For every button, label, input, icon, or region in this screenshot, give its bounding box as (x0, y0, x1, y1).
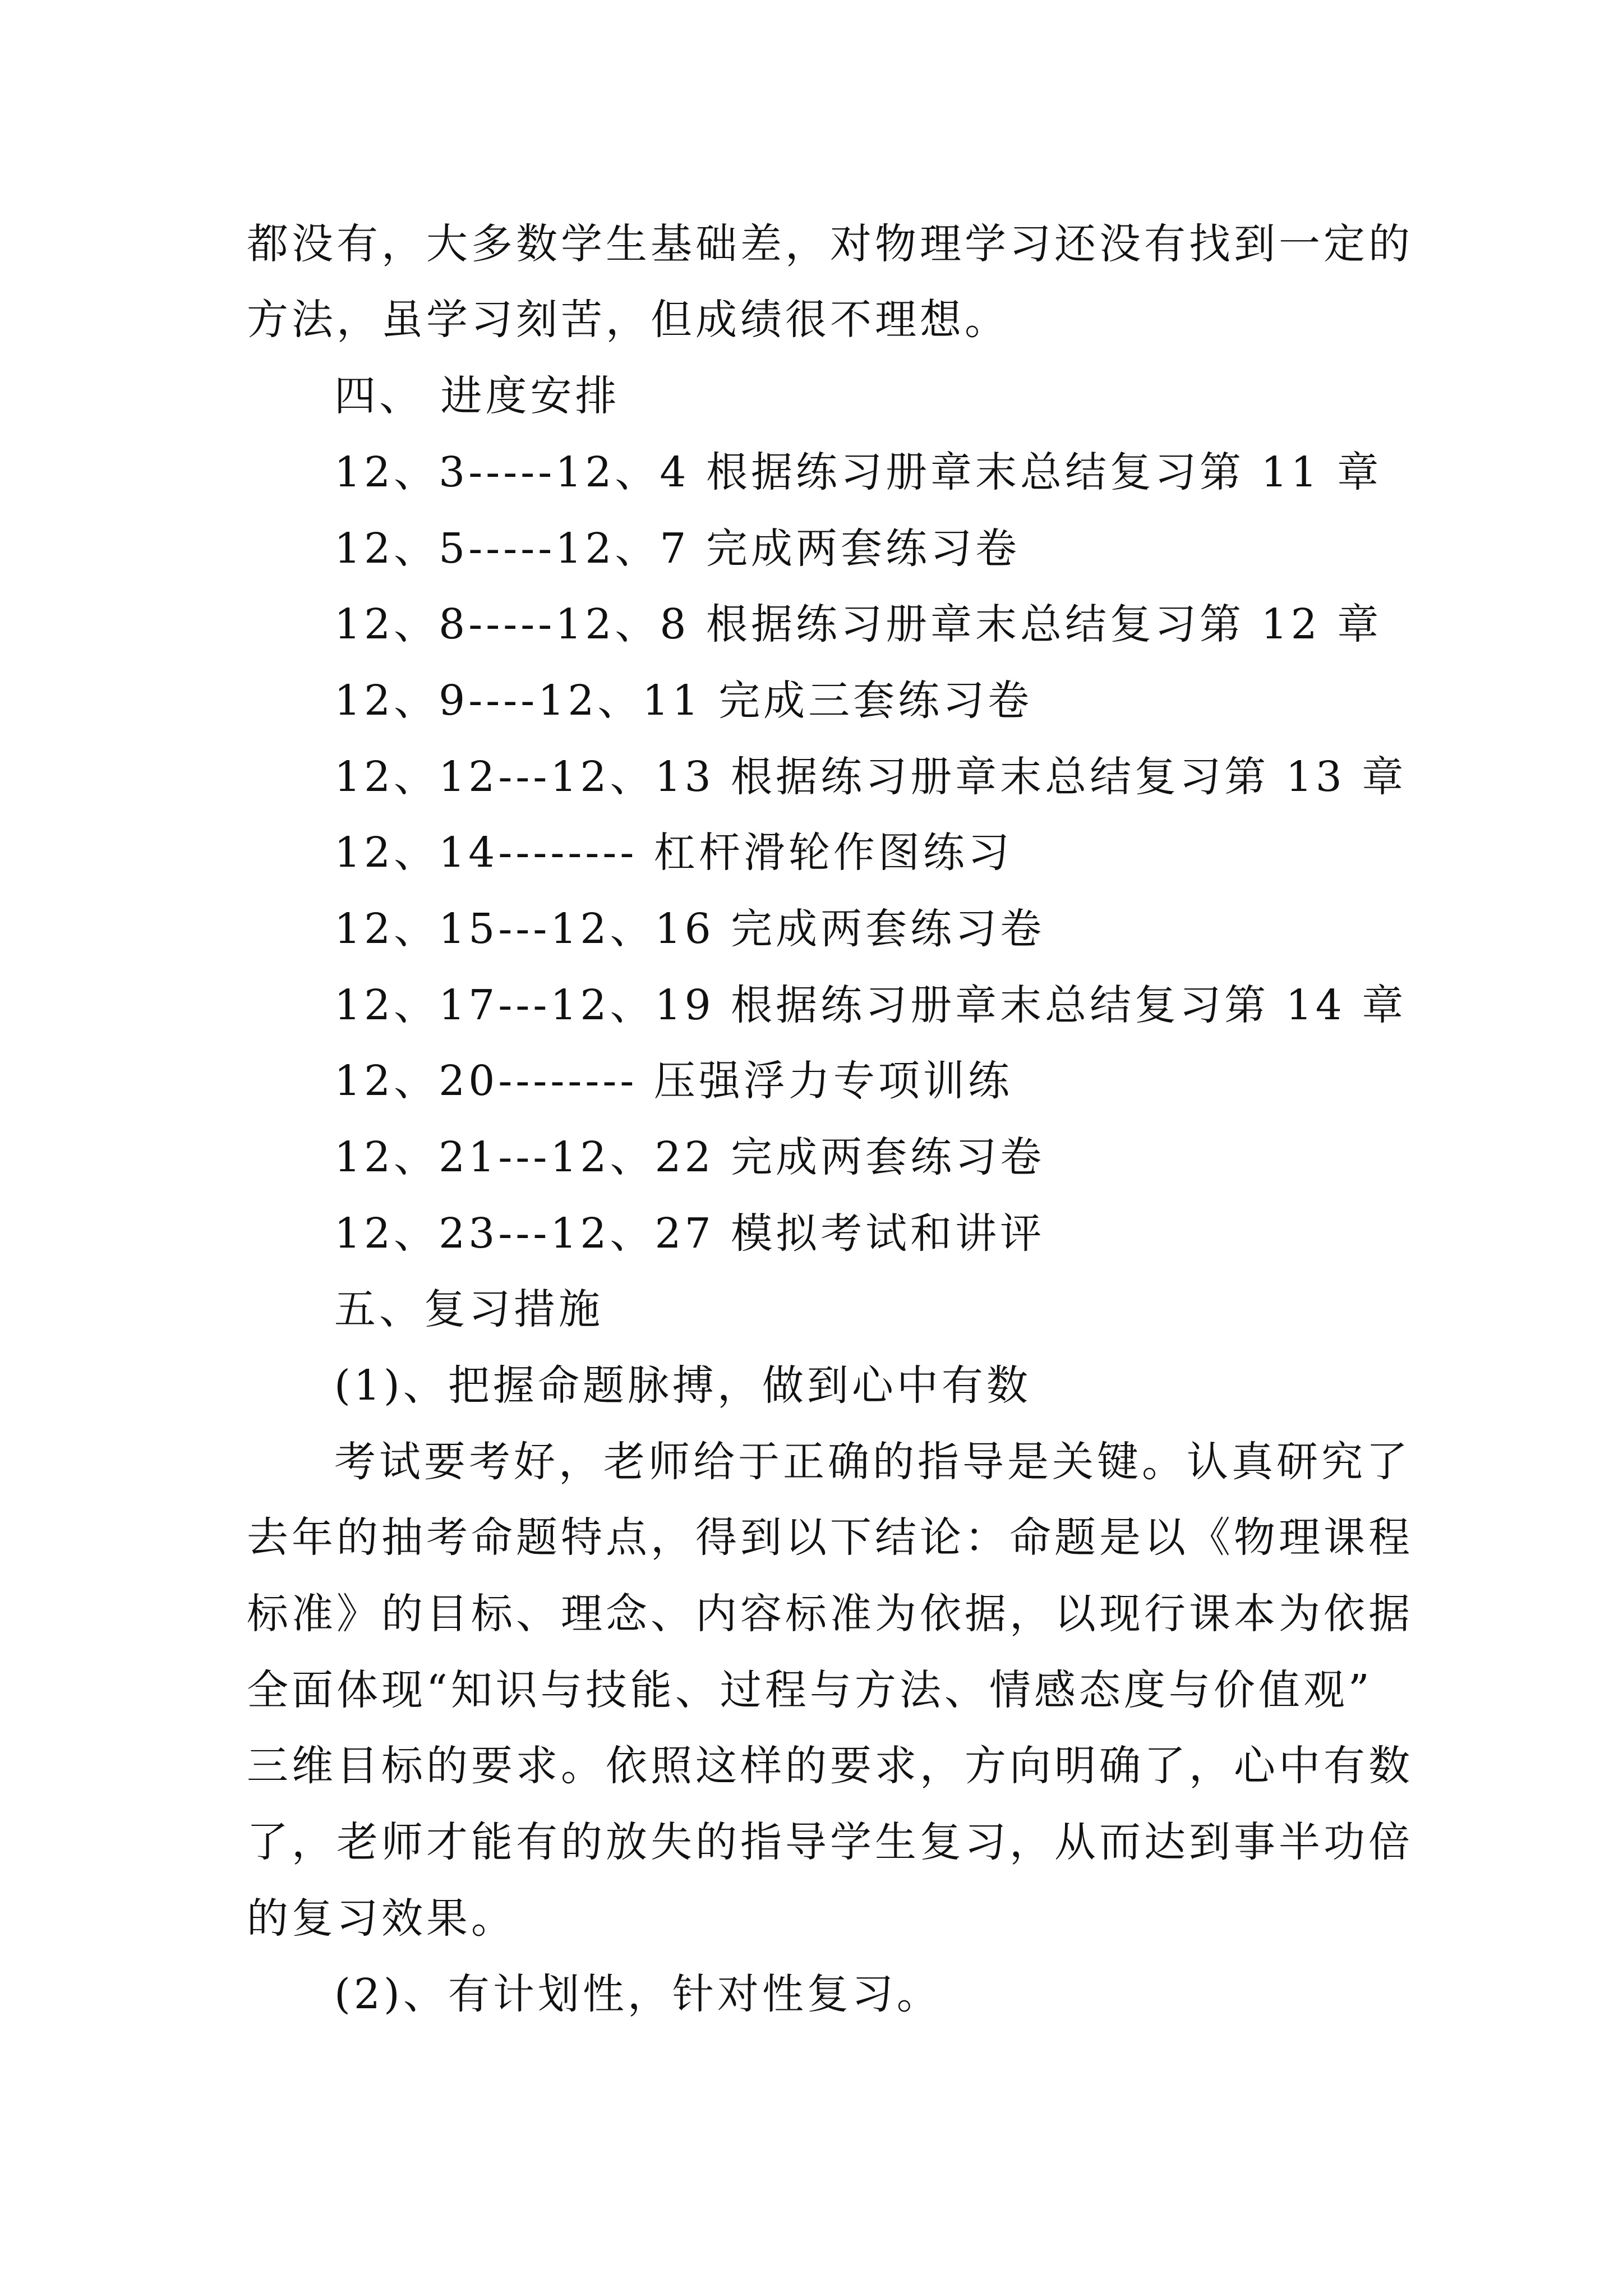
schedule-item: 12、9----12、11 完成三套练习卷 (334, 677, 1033, 725)
text-line: 了，老师才能有的放失的指导学生复习，从而达到事半功倍 (247, 1818, 1413, 1866)
schedule-item: 12、17---12、19 根据练习册章末总结复习第 14 章 (334, 981, 1407, 1029)
schedule-item: 12、3-----12、4 根据练习册章末总结复习第 11 章 (334, 448, 1382, 496)
schedule-item: 12、8-----12、8 根据练习册章末总结复习第 12 章 (334, 600, 1382, 648)
subsection-heading: (1)、把握命题脉搏，做到心中有数 (334, 1361, 1031, 1410)
section-heading: 四、 进度安排 (334, 372, 620, 420)
schedule-item: 12、20-------- 压强浮力专项训练 (334, 1057, 1013, 1105)
text-line: 都没有，大多数学生基础差，对物理学习还没有找到一定的 (247, 220, 1413, 268)
subsection-heading: (2)、有计划性，针对性复习。 (334, 1970, 942, 2018)
schedule-item: 12、12---12、13 根据练习册章末总结复习第 13 章 (334, 753, 1407, 801)
schedule-item: 12、23---12、27 模拟考试和讲评 (334, 1209, 1045, 1258)
schedule-item: 12、14-------- 杠杆滑轮作图练习 (334, 829, 1013, 877)
schedule-item: 12、15---12、16 完成两套练习卷 (334, 905, 1045, 953)
text-line: 去年的抽考命题特点，得到以下结论：命题是以《物理课程 (247, 1513, 1413, 1562)
text-line: 标准》的目标、理念、内容标准为依据，以现行课本为依据 (247, 1590, 1413, 1638)
text-line: 的复习效果。 (247, 1894, 516, 1943)
section-heading: 五、复习措施 (334, 1285, 603, 1333)
schedule-item: 12、21---12、22 完成两套练习卷 (334, 1133, 1045, 1181)
schedule-item: 12、5-----12、7 完成两套练习卷 (334, 524, 1021, 573)
text-line: 方法，虽学习刻苦，但成绩很不理想。 (247, 296, 1009, 344)
text-line: 全面体现“知识与技能、过程与方法、情感态度与价值观” (247, 1666, 1373, 1714)
text-line: 三维目标的要求。依照这样的要求，方向明确了，心中有数 (247, 1742, 1413, 1790)
text-line: 考试要考好，老师给于正确的指导是关键。认真研究了 (334, 1438, 1411, 1486)
